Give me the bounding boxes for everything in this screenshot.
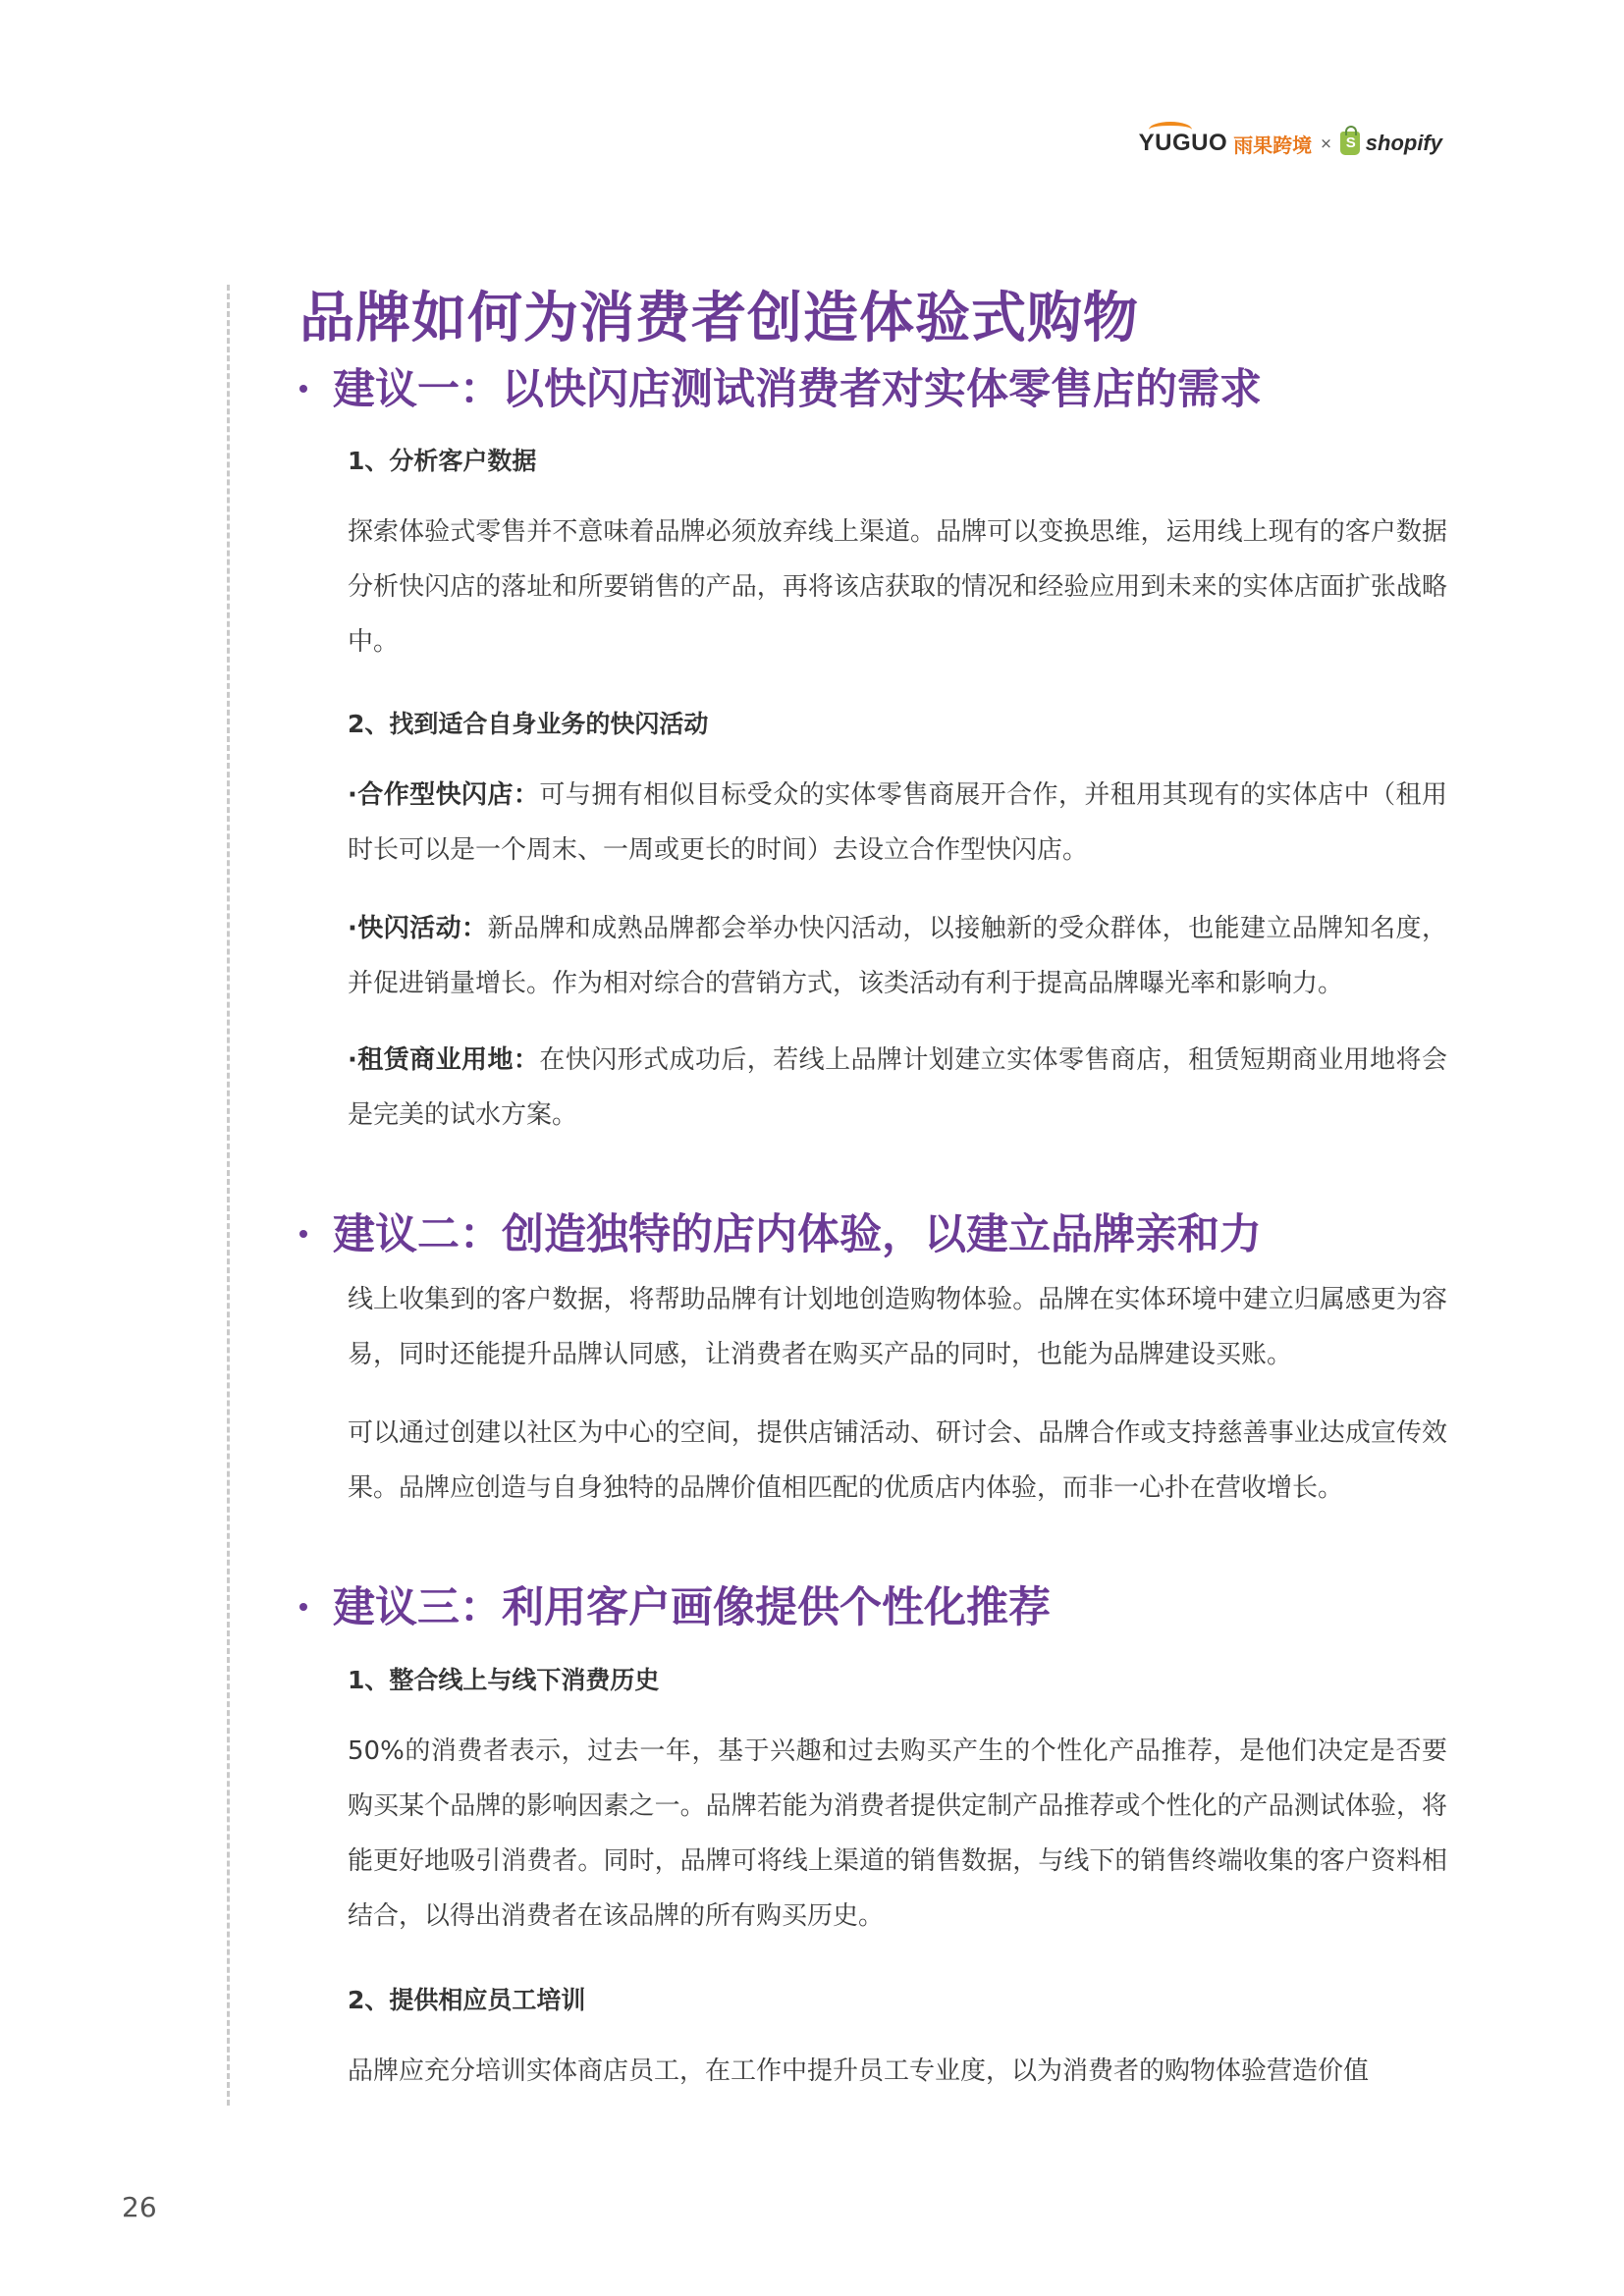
list-item-commercial-lease: ·租赁商业用地：在快闪形式成功后，若线上品牌计划建立实体零售商店，租赁短期商业用地将会是完美的试水方案。 [348, 1045, 1447, 1130]
bullet-dot-icon [299, 1230, 307, 1238]
section-1-paragraph-1: 探索体验式零售并不意味着品牌必须放弃线上渠道。品牌可以变换思维，运用线上现有的客户数据分析快闪店的落址和所要销售的产品，再将该店获取的情况和经验应用到未来的实体店面扩张战略中。 [348, 517, 1447, 657]
page-title: 品牌如何为消费者创造体验式购物 [299, 287, 1139, 350]
section-1-heading: 建议一：以快闪店测试消费者对实体零售店的需求 [299, 356, 1262, 416]
shopify-logo-text: shopify [1365, 131, 1442, 155]
list-item-cooperative-popup: ·合作型快闪店：可与拥有相似目标受众的实体零售商展开合作，并租用其现有的实体店中（租用时长可以是一个周末、一周或更长的时间）去设立合作型快闪店。 [348, 780, 1447, 865]
section-3-paragraph-1: 50%的消费者表示，过去一年，基于兴趣和过去购买产生的个性化产品推荐，是他们决定是否要购买某个品牌的影响因素之一。品牌若能为消费者提供定制产品推荐或个性化的产品测试体验，将能更好地吸引消费者。同时，品牌可将线上渠道的销售数据，与线下的销售终端收集的客户资料相结合，以得出消费者在该品牌的所有购买历史。 [348, 1736, 1447, 1931]
list-item-popup-event: ·快闪活动：新品牌和成熟品牌都会举办快闪活动，以接触新的受众群体，也能建立品牌知名度，并促进销量增长。作为相对综合的营销方式，该类活动有利于提高品牌曝光率和影响力。 [348, 914, 1447, 998]
logo-separator: × [1320, 134, 1332, 152]
yuguo-cn-name: 雨果跨境 [1233, 133, 1313, 157]
section-1-subheading-2: 2、找到适合自身业务的快闪活动 [348, 710, 709, 738]
section-2-paragraph-2: 可以通过创建以社区为中心的空间，提供店铺活动、研讨会、品牌合作或支持慈善事业达成宣传效果。品牌应创造与自身独特的品牌价值相匹配的优质店内体验，而非一心扑在营收增长。 [348, 1418, 1447, 1503]
section-2-heading: 建议二：创造独特的店内体验，以建立品牌亲和力 [299, 1201, 1262, 1261]
section-1-subheading-1: 1、分析客户数据 [348, 447, 537, 475]
section-3-heading: 建议三：利用客户画像提供个性化推荐 [299, 1575, 1051, 1634]
yuguo-logo: YUGUO [1139, 130, 1228, 157]
header-logo [1139, 126, 1442, 161]
section-3-subheading-1: 1、整合线上与线下消费历史 [348, 1666, 660, 1694]
section-2-paragraph-1: 线上收集到的客户数据，将帮助品牌有计划地创造购物体验。品牌在实体环境中建立归属感更为容易，同时还能提升品牌认同感，让消费者在购买产品的同时，也能为品牌建设买账。 [348, 1285, 1447, 1369]
bullet-dot-icon [299, 1603, 307, 1611]
margin-dashed-line [227, 285, 230, 2106]
section-3-subheading-2: 2、提供相应员工培训 [348, 1986, 586, 2014]
section-3-paragraph-2: 品牌应充分培训实体商店员工，在工作中提升员工专业度，以为消费者的购物体验营造价值 [348, 2056, 1370, 2086]
bullet-dot-icon [299, 385, 307, 393]
shopify-bag-icon: S [1340, 132, 1360, 155]
page-number: 26 [122, 2191, 157, 2223]
